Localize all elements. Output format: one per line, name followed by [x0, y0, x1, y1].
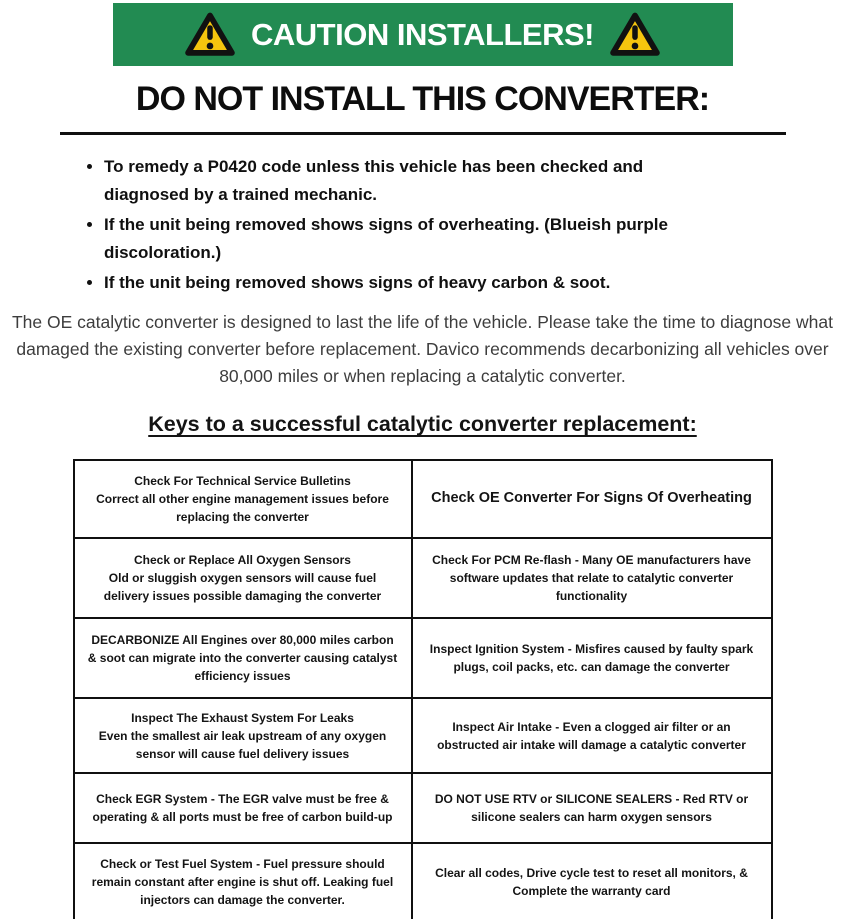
list-item: • If the unit being removed shows signs of heavy carbon & soot.: [104, 269, 719, 297]
table-cell-left: Check For Technical Service Bulletins Correct all other engine management issues before replacing the converter: [74, 460, 412, 538]
warning-list: [78, 153, 719, 297]
list-item: • To remedy a P0420 code unless this vehicle has been checked and diagnosed by a trained mechanic.: [104, 153, 719, 208]
table-cell-right: Inspect Air Intake - Even a clogged air filter or an obstructed air intake will damage a catalytic converter: [412, 698, 772, 773]
table-cell-left: Check or Replace All Oxygen Sensors Old or sluggish oxygen sensors will cause fuel delivery issues possible damaging the converter: [74, 538, 412, 618]
warning-triangle-icon: [609, 11, 661, 59]
table-cell-right: Inspect Ignition System - Misfires caused by faulty spark plugs, coil packs, etc. can damage the converter: [412, 618, 772, 698]
caution-banner: [113, 3, 733, 66]
warning-triangle-icon: [184, 11, 236, 59]
keys-heading: Keys to a successful catalytic converter replacement:: [148, 412, 697, 437]
divider: [60, 132, 786, 135]
list-item: • If the unit being removed shows signs of overheating. (Blueish purple discoloration.): [104, 211, 719, 266]
keys-table: [73, 459, 773, 919]
table-row: [74, 773, 772, 843]
table-row: [74, 698, 772, 773]
table-row: [74, 843, 772, 919]
table-row: [74, 618, 772, 698]
table-cell-left: DECARBONIZE All Engines over 80,000 miles carbon & soot can migrate into the converter causing catalyst efficiency issues: [74, 618, 412, 698]
table-row: [74, 460, 772, 538]
table-cell-left: Check or Test Fuel System - Fuel pressure should remain constant after engine is shut off. Leaking fuel injectors can damage the converter.: [74, 843, 412, 919]
table-cell-right: Check For PCM Re-flash - Many OE manufacturers have software updates that relate to catalytic converter functionality: [412, 538, 772, 618]
table-cell-right: Check OE Converter For Signs Of Overheating: [412, 460, 772, 538]
oe-converter-paragraph: The OE catalytic converter is designed to last the life of the vehicle. Please take the time to diagnose what damaged the existing converter before replacement. Davico recommends decarbonizing all vehicles over 80,000 miles or when replacing a catalytic converter.: [11, 311, 833, 386]
table-cell-left: Inspect The Exhaust System For Leaks Even the smallest air leak upstream of any oxygen sensor will cause fuel delivery issues: [74, 698, 412, 773]
table-cell-left: Check EGR System - The EGR valve must be free & operating & all ports must be free of carbon build-up: [74, 773, 412, 843]
table-cell-right: DO NOT USE RTV or SILICONE SEALERS - Red RTV or silicone sealers can harm oxygen sensors: [412, 773, 772, 843]
table-cell-right: Clear all codes, Drive cycle test to reset all monitors, & Complete the warranty card: [412, 843, 772, 919]
banner-title: CAUTION INSTALLERS!: [251, 16, 594, 52]
page-title: DO NOT INSTALL THIS CONVERTER:: [135, 80, 710, 118]
table-row: [74, 538, 772, 618]
